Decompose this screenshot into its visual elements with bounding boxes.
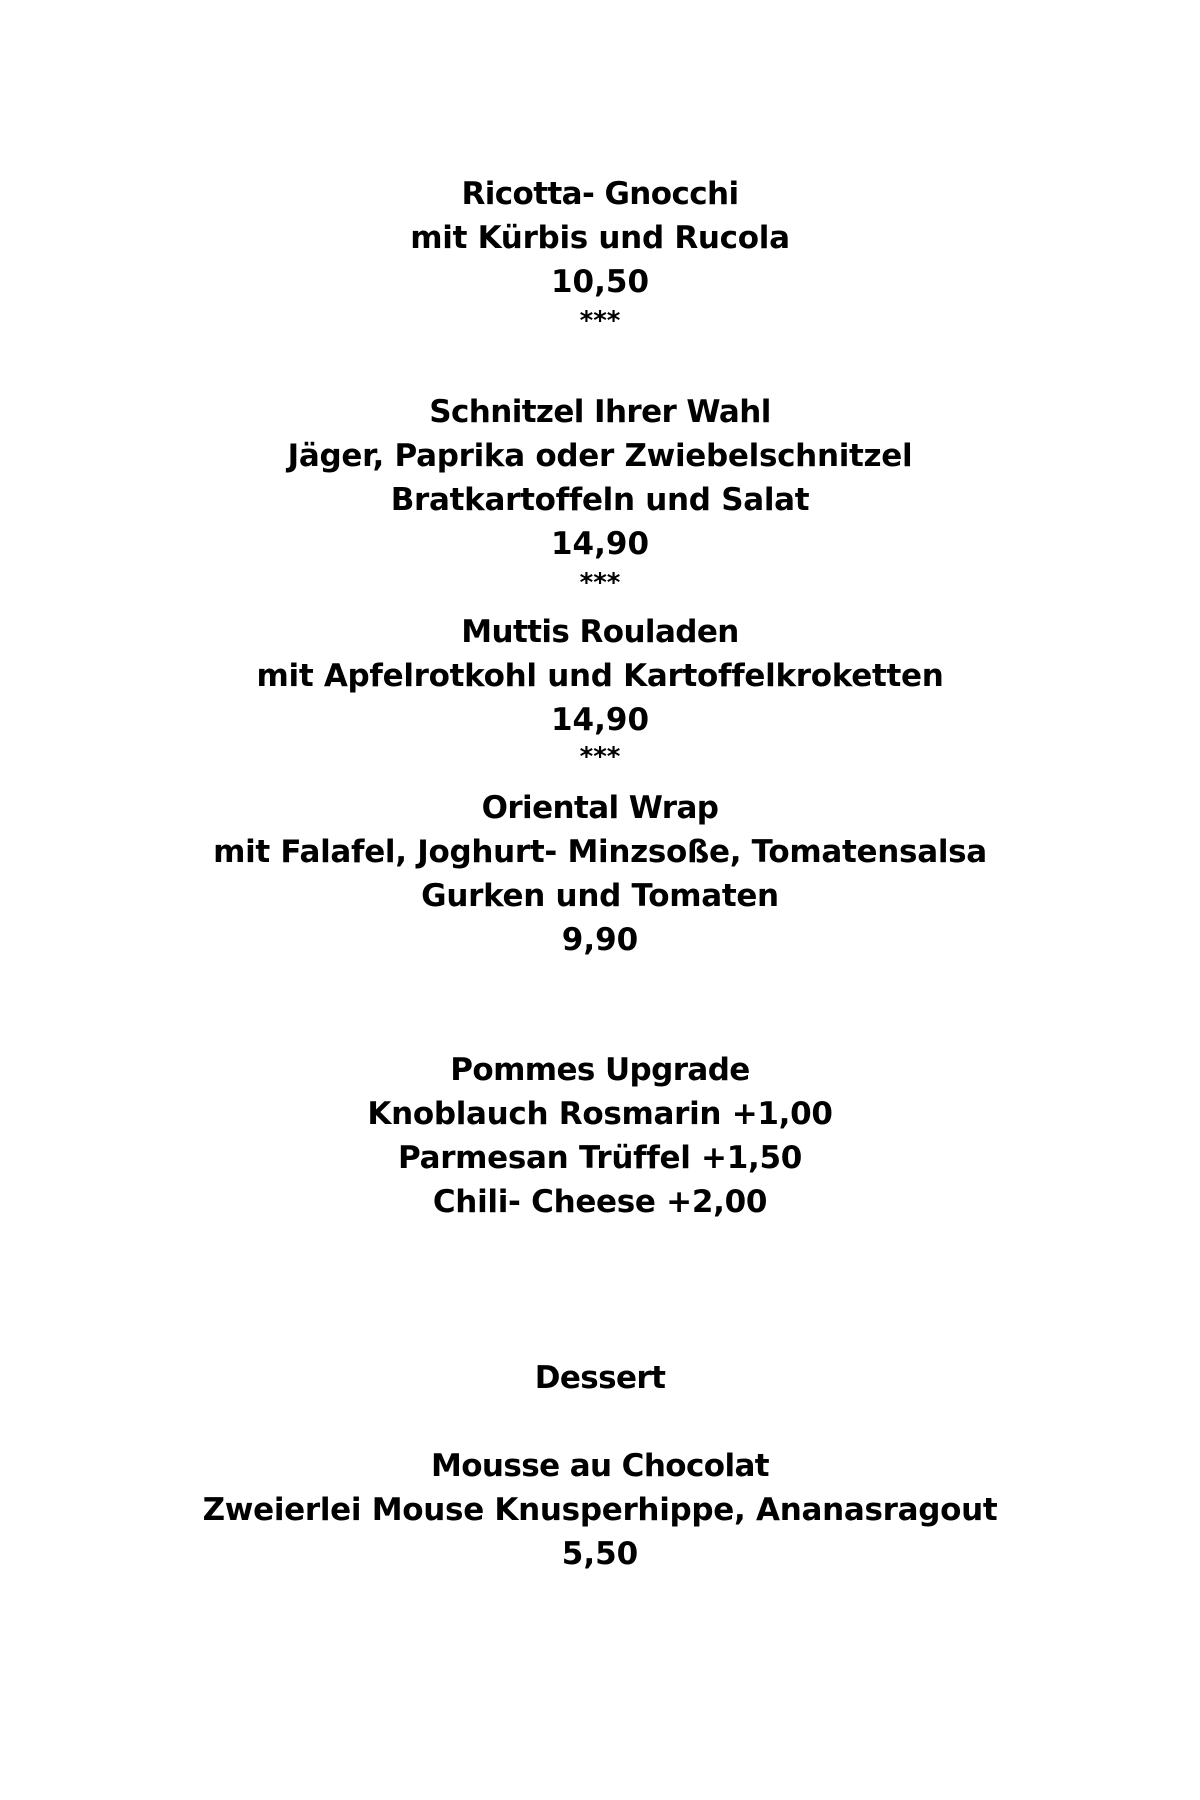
dish-title: Schnitzel Ihrer Wahl xyxy=(429,394,771,430)
dish-description: mit Apfelrotkohl und Kartoffelkroketten xyxy=(256,658,944,694)
dish-description: Jäger, Paprika oder Zwiebelschnitzel xyxy=(287,438,913,474)
dish-description: Gurken und Tomaten xyxy=(421,878,779,914)
dish-price: 9,90 xyxy=(561,922,639,958)
separator: *** xyxy=(579,742,621,772)
dish-description: mit Falafel, Joghurt- Minzsoße, Tomatensalsa xyxy=(213,834,987,870)
dessert-price: 5,50 xyxy=(561,1536,639,1572)
dish-description: Bratkartoffeln und Salat xyxy=(390,482,810,518)
dish-price: 14,90 xyxy=(550,526,650,562)
separator: *** xyxy=(579,568,621,598)
separator: *** xyxy=(579,306,621,336)
dish-title: Ricotta- Gnocchi xyxy=(461,176,739,212)
dessert-title: Mousse au Chocolat xyxy=(430,1448,770,1484)
dish-price: 10,50 xyxy=(550,264,650,300)
dish-price: 14,90 xyxy=(550,702,650,738)
section-title-dessert: Dessert xyxy=(534,1360,666,1396)
upgrade-option: Parmesan Trüffel +1,50 xyxy=(397,1140,803,1176)
dish-title: Oriental Wrap xyxy=(481,790,719,826)
upgrade-option: Knoblauch Rosmarin +1,00 xyxy=(367,1096,833,1132)
dessert-description: Zweierlei Mouse Knusperhippe, Ananasragout xyxy=(202,1492,998,1528)
upgrade-title: Pommes Upgrade xyxy=(450,1052,750,1088)
dish-title: Muttis Rouladen xyxy=(461,614,739,650)
dish-description: mit Kürbis und Rucola xyxy=(410,220,790,256)
upgrade-option: Chili- Cheese +2,00 xyxy=(432,1184,768,1220)
